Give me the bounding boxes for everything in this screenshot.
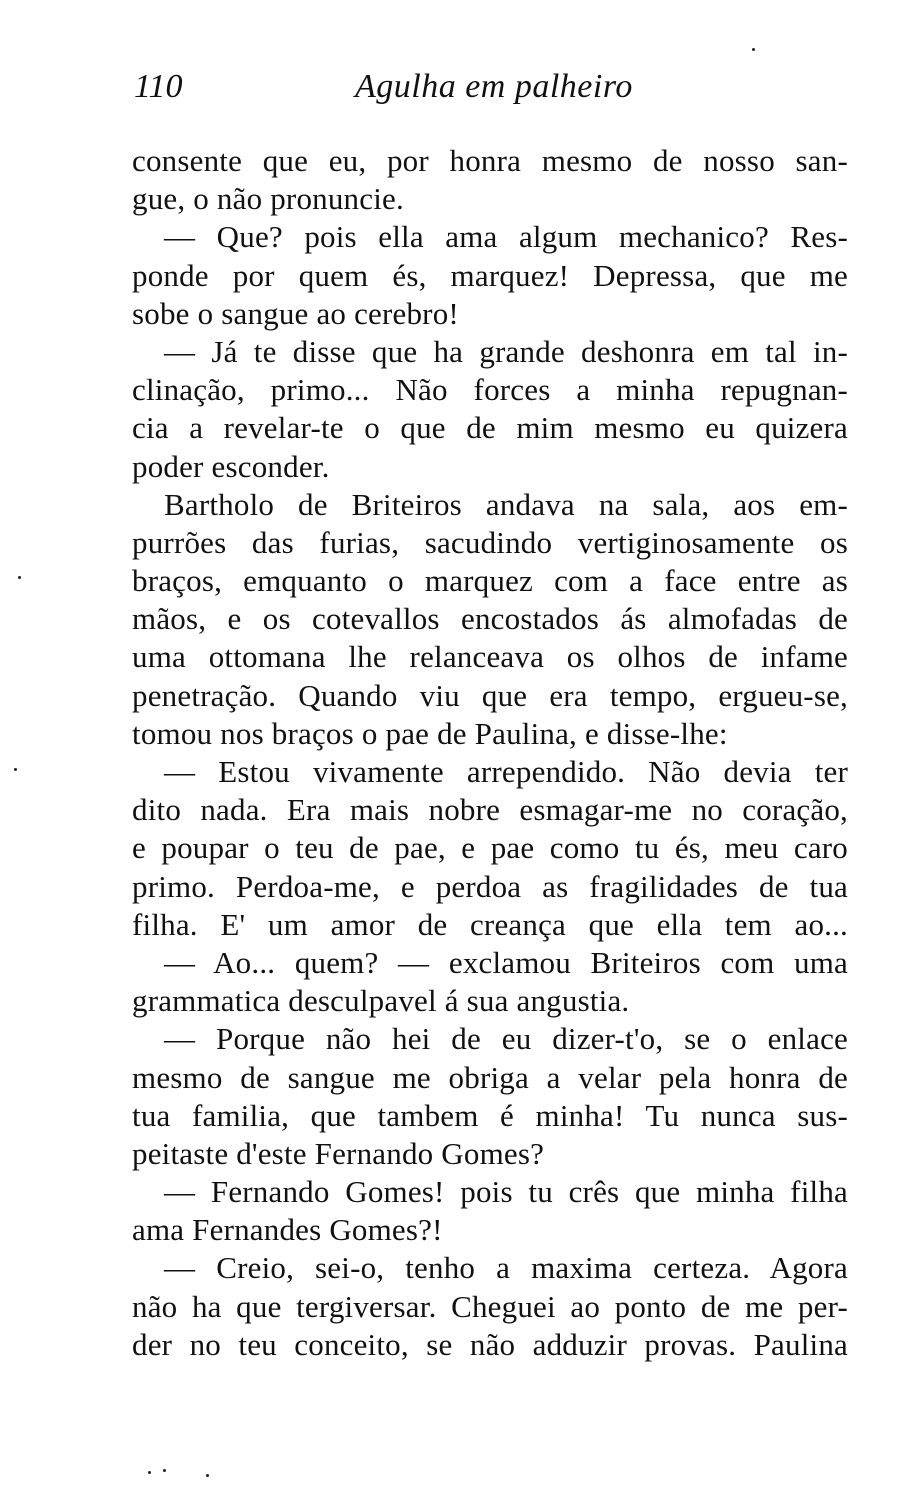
scan-speck: [163, 1469, 166, 1472]
text-line: clinação, primo... Não forces a minha repugnan-: [132, 372, 848, 408]
scan-speck: [206, 1474, 209, 1477]
text-line: consente que eu, por honra mesmo de nosso san-: [132, 143, 848, 178]
text-line: uma ottomana lhe relanceava os olhos de infame: [132, 639, 848, 675]
text-line: — Que? pois ella ama algum mechanico? Res-: [164, 219, 848, 255]
text-line: peitaste d'este Fernando Gomes?: [132, 1135, 545, 1171]
text-line: — Já te disse que ha grande deshonra em tal in-: [164, 333, 848, 369]
text-line: — Estou vivamente arrependido. Não devia ter: [164, 754, 848, 789]
text-line: cia a revelar-te o que de mim mesmo eu quizera: [132, 410, 848, 446]
text-line: purrões das furias, sacudindo vertiginosamente os: [132, 524, 848, 560]
scan-speck: [14, 768, 17, 771]
text-line: der no teu conceito, se não adduzir provas. Paulina: [132, 1326, 848, 1362]
page-number: 110: [134, 68, 183, 105]
text-line: poder esconder.: [132, 448, 330, 484]
text-line: ama Fernandes Gomes?!: [132, 1212, 443, 1248]
text-line: Bartholo de Briteiros andava na sala, aos em-: [164, 486, 848, 522]
body-text: [132, 142, 848, 1364]
text-line: tomou nos braços o pae de Paulina, e disse-lhe:: [132, 715, 728, 751]
text-line: tua familia, que tambem é minha! Tu nunca sus-: [132, 1097, 848, 1133]
text-line: mesmo de sangue me obriga a velar pela honra de: [132, 1059, 848, 1095]
text-line: filha. E' um amor de creança que ella tem ao...: [132, 906, 848, 942]
text-line: sobe o sangue ao cerebro!: [132, 295, 459, 331]
text-line: gue, o não pronuncie.: [132, 181, 404, 217]
text-line: ponde por quem és, marquez! Depressa, que me: [132, 257, 848, 293]
text-line: — Ao... quem? — exclamou Briteiros com uma: [164, 944, 848, 980]
running-title: Agulha em palheiro: [355, 68, 633, 105]
text-line: primo. Perdoa-me, e perdoa as fragilidades de tua: [132, 868, 848, 904]
text-line: braços, emquanto o marquez com a face entre as: [132, 563, 848, 599]
text-line: grammatica desculpavel á sua angustia.: [132, 983, 630, 1019]
scan-speck: [148, 1471, 151, 1474]
scan-speck: [18, 576, 21, 579]
text-line: e poupar o teu de pae, e pae como tu és, meu caro: [132, 830, 848, 866]
text-line: dito nada. Era mais nobre esmagar-me no coração,: [132, 792, 848, 828]
text-line: mãos, e os cotevallos encostados ás almofadas de: [132, 601, 848, 637]
text-line: — Fernando Gomes! pois tu crês que minha filha: [164, 1174, 848, 1210]
text-line: — Porque não hei de eu dizer-t'o, se o enlace: [164, 1021, 848, 1057]
text-line: penetração. Quando viu que era tempo, ergueu-se,: [132, 677, 848, 713]
page-header: [130, 68, 846, 118]
scan-speck: [752, 48, 755, 51]
text-line: — Creio, sei-o, tenho a maxima certeza. Agora: [164, 1250, 848, 1286]
text-line: não ha que tergiversar. Cheguei ao ponto de me per-: [132, 1288, 848, 1324]
